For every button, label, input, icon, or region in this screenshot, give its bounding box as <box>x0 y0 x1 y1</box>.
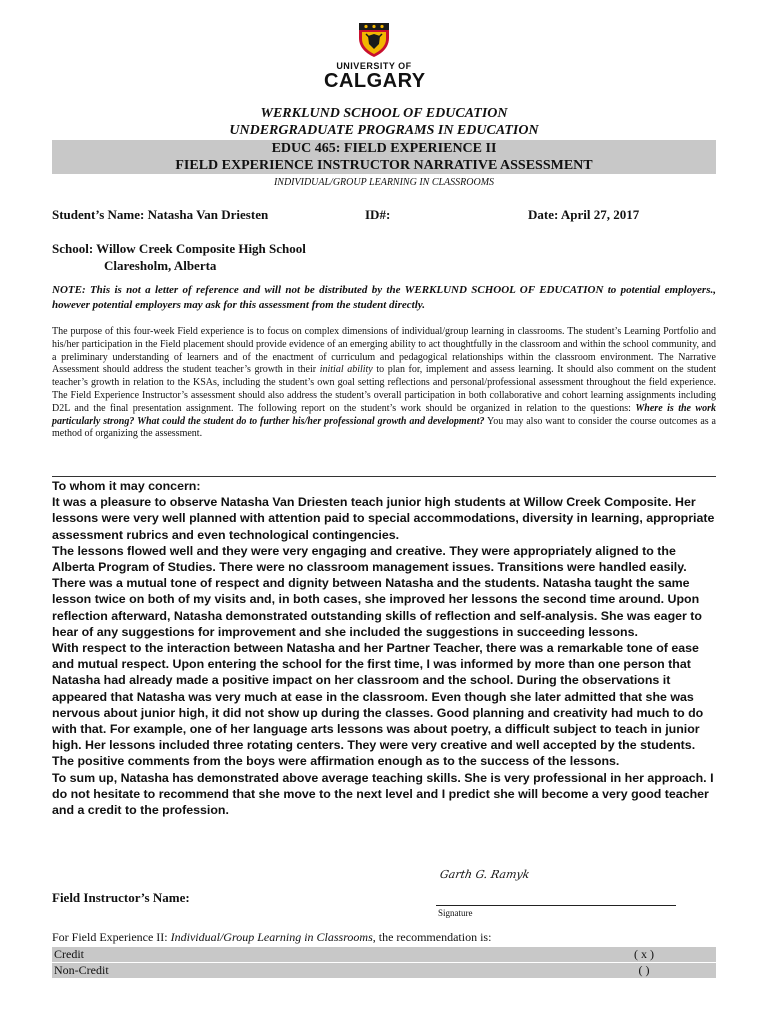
purpose-paragraph <box>52 326 716 441</box>
student-name: Student’s Name: Natasha Van Driesten <box>52 207 269 222</box>
logo-text-line1: UNIVERSITY OF <box>336 61 412 71</box>
recommendation-table <box>52 947 716 978</box>
school-location: Claresholm, Alberta <box>104 258 217 273</box>
purpose-questions: Where is the work particularly strong? What could the student do to further his/her professional growth and development? <box>52 402 716 427</box>
credit-row <box>52 947 716 963</box>
assessment-date: Date: April 27, 2017 <box>528 207 640 222</box>
note-paragraph: NOTE: This is not a letter of reference and will not be distributed by the WERKLUND SCHOOL OF EDUCATION to potential employers., however potential employers may ask for this assessment from the student directly. <box>52 284 716 311</box>
narrative-divider <box>52 476 716 477</box>
recommendation-course: Individual/Group Learning in Classrooms <box>170 930 373 944</box>
handwritten-signature: Garth G. Ramyk <box>438 868 531 881</box>
document-title: FIELD EXPERIENCE INSTRUCTOR NARRATIVE ASSESSMENT <box>52 157 716 174</box>
noncredit-checkbox[interactable]: ( ) <box>638 963 650 977</box>
programs-name: UNDERGRADUATE PROGRAMS IN EDUCATION <box>229 123 539 138</box>
purpose-text-1: The purpose of this four-week Field experience is to focus on complex dimensions of individual/group learning in classrooms. The student’s Learning Portfolio and his/her participation in the Field placement should provide evidence of an emerging ability to act thoughtfully in the classroom and within the school community, and a preliminary understanding of learners and of the enactment of curriculum and pedagogical relationships within the classroom environment. The Narrative Assessment should address the student teacher’s growth in their <box>52 326 716 376</box>
credit-checkbox[interactable]: ( x ) <box>634 947 654 961</box>
narrative-paragraph: It was a pleasure to observe Natasha Van Driesten teach junior high students at Willow Creek Composite. Her lessons were very well planned with attention paid to special accommodations, diversity in learning, appropriate assessment rubrics and even technological contingencies. <box>52 495 715 542</box>
credit-label: Credit <box>54 947 84 961</box>
university-logo <box>324 20 424 91</box>
document-subtitle: INDIVIDUAL/GROUP LEARNING IN CLASSROOMS <box>273 177 495 188</box>
student-id: ID#: <box>365 207 391 222</box>
purpose-text-3: You may also want to consider the course outcomes as a method of organizing the assessment. <box>52 415 716 440</box>
course-band: EDUC 465: FIELD EXPERIENCE II <box>52 140 716 157</box>
university-crest-icon <box>356 20 392 58</box>
narrative-salutation: To whom it may concern: <box>52 479 201 493</box>
school-line: School: Willow Creek Composite High School <box>52 241 306 256</box>
noncredit-label: Non-Credit <box>54 963 109 977</box>
signature-label: Signature <box>438 908 473 918</box>
narrative-paragraph: With respect to the interaction between Natasha and her Partner Teacher, there was a remarkable tone of ease and mutual respect. Upon entering the school for the first time, I was informed by more than one person that Natasha had already made a positive impact on her classroom and the school. During the observations it appeared that Natasha was very much at ease in the classroom. Even though she later admitted that she was nervous about junior high, it did not show up during the classes. Good planning and creativity had much to do with that. For example, one of her language arts lessons was about poetry, a difficult subject to teach in junior high. Her lessons included three rotating centers. They were very creative and well accepted by the students. The positive comments from the boys were affirmation enough as to the success of the lessons. <box>52 641 704 769</box>
purpose-text-2: to plan for, implement and assess learning. It should also comment on the student teacher’s growth in relation to the KSAs, including the student’s own goal setting reflections and personal/professional assessment throughout the field experience. The Field Experience Instructor’s assessment should also address the student’s overall participation in both collaborative and cohort learning assignments including D2L and the final presentation assignment. The following report on the student’s work should be organized in relation to the questions: <box>52 364 716 414</box>
school-name: WERKLUND SCHOOL OF EDUCATION <box>260 106 508 121</box>
narrative-assessment <box>52 478 716 818</box>
logo-text-line2: CALGARY <box>324 70 426 92</box>
recommendation-intro-end: , the recommendation is: <box>372 930 492 944</box>
noncredit-row <box>52 963 716 978</box>
signature-line <box>436 905 676 906</box>
recommendation-intro <box>52 930 491 945</box>
recommendation-intro-text: For Field Experience II: <box>52 930 171 944</box>
purpose-initial-ability: initial ability <box>319 364 373 376</box>
narrative-paragraph: To sum up, Natasha has demonstrated above average teaching skills. She is very professional in her approach. I do not hesitate to recommend that she move to the next level and I predict she will become a very good teacher and a credit to the profession. <box>52 770 714 818</box>
narrative-paragraph: The lessons flowed well and they were very engaging and creative. They were appropriately aligned to the Alberta Program of Studies. There were no classroom management issues. Transitions were handled easily. There was a mutual tone of respect and dignity between Natasha and the students. Natasha taught the same lesson twice on both of my visits and, in both cases, she improved her lessons the second time around. Upon reflection afterward, Natasha demonstrated outstanding skills of reflection and self-analysis. She was eager to hear of any suggestions for improvement and she included the suggestions in succeeding lessons. <box>52 543 702 639</box>
field-instructor-label: Field Instructor’s Name: <box>52 890 190 905</box>
